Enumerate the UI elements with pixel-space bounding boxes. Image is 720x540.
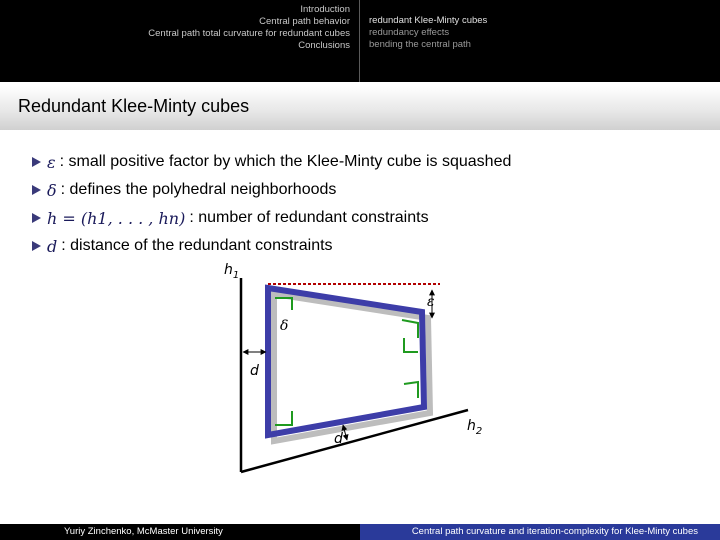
neighborhood-corners — [275, 298, 418, 425]
footer-talk-title — [360, 524, 720, 540]
label-h2: $h_2$ — [467, 418, 483, 437]
nav-sub-redundancy-effects[interactable]: redundancy effects — [369, 27, 450, 38]
neighborhood-corner-top-right — [402, 320, 418, 338]
footer-talk-text: Central path curvature and iteration-complexity for Klee-Minty cubes — [411, 526, 698, 537]
label-delta: δ — [280, 318, 289, 334]
neighborhood-corner-low-right — [404, 382, 418, 398]
nav-item-conclusions[interactable]: Conclusions — [298, 40, 350, 51]
bullet-text: : small positive factor by which the Klee-Minty cube is squashed — [59, 153, 512, 170]
label-d-bottom: d — [334, 431, 343, 447]
label-d-left: d — [250, 363, 259, 379]
label-epsilon: ε — [427, 294, 435, 310]
bullet-symbol: d — [47, 236, 58, 256]
bullet-symbol: δ — [47, 180, 57, 200]
footer-author — [0, 524, 360, 540]
label-h1: $h_1$ — [224, 262, 240, 281]
nav-sub-redundant-klee-minty[interactable]: redundant Klee-Minty cubes — [369, 15, 488, 26]
nav-item-central-path-behavior[interactable]: Central path behavior — [259, 16, 350, 27]
bullet-text: : defines the polyhedral neighborhoods — [60, 181, 337, 198]
footer-author-text: Yuriy Zinchenko, McMaster University — [64, 526, 223, 537]
nav-item-central-path-total-curvature[interactable]: Central path total curvature for redundant cubes — [148, 28, 350, 39]
bullet-symbol: ε — [47, 152, 56, 172]
neighborhood-corner-bottom-left — [275, 411, 292, 425]
bullet-text: : number of redundant constraints — [189, 209, 429, 226]
nav-sub-bending-central-path[interactable]: bending the central path — [369, 39, 471, 50]
nav-item-introduction[interactable]: Introduction — [300, 4, 350, 15]
slide-title: Redundant Klee-Minty cubes — [18, 96, 250, 116]
bullet-text: : distance of the redundant constraints — [61, 237, 333, 254]
bullet-symbol: h = (h1, . . . , hn) — [47, 208, 186, 228]
neighborhood-corner-top-left — [275, 298, 292, 310]
neighborhood-corner-mid-right — [404, 338, 418, 352]
